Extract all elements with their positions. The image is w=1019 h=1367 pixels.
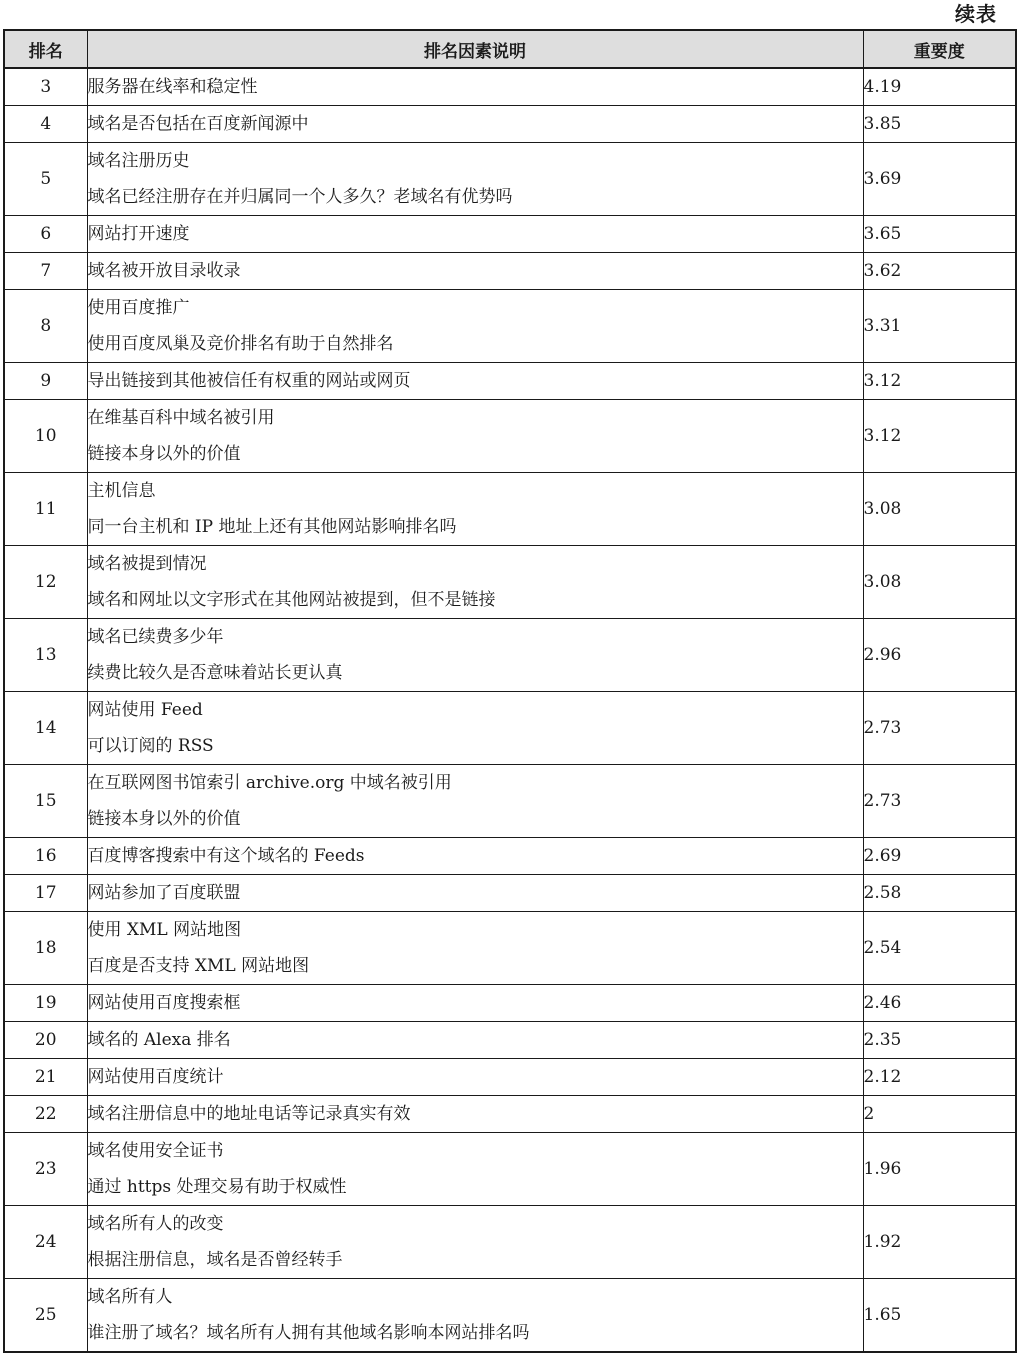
table-row xyxy=(4,765,1016,838)
factor-detail: 链接本身以外的价值 xyxy=(87,444,241,464)
factor-title: 服务器在线率和稳定性 xyxy=(87,77,258,97)
table-header-row xyxy=(4,30,1016,68)
importance-cell: 3.12 xyxy=(863,400,1016,473)
factor-detail: 续费比较久是否意味着站长更认真 xyxy=(87,663,343,683)
factor-detail: 根据注册信息，域名是否曾经转手 xyxy=(87,1250,343,1270)
factor-title: 在互联网图书馆索引 archive.org 中域名被引用 xyxy=(87,773,452,793)
factor-cell xyxy=(87,546,863,619)
rank-cell: 24 xyxy=(4,1206,87,1279)
importance-cell: 3.85 xyxy=(863,106,1016,143)
factor-title: 网站使用百度搜索框 xyxy=(87,993,241,1013)
factor-title: 在维基百科中域名被引用 xyxy=(87,408,275,428)
factor-cell xyxy=(87,1096,863,1133)
factor-detail: 百度是否支持 XML 网站地图 xyxy=(87,956,310,976)
factor-cell xyxy=(87,400,863,473)
table-row xyxy=(4,1096,1016,1133)
rank-cell: 17 xyxy=(4,875,87,912)
rank-cell: 13 xyxy=(4,619,87,692)
factor-cell xyxy=(87,290,863,363)
header-importance: 重要度 xyxy=(863,30,1016,68)
rank-cell: 18 xyxy=(4,912,87,985)
importance-cell: 4.19 xyxy=(863,68,1016,106)
table-row xyxy=(4,1133,1016,1206)
factor-cell xyxy=(87,1133,863,1206)
rank-cell: 11 xyxy=(4,473,87,546)
factor-title: 网站打开速度 xyxy=(87,224,190,244)
factor-cell xyxy=(87,106,863,143)
factor-title: 主机信息 xyxy=(87,481,156,501)
factor-cell xyxy=(87,473,863,546)
factor-title: 域名使用安全证书 xyxy=(87,1141,224,1161)
rank-cell: 5 xyxy=(4,143,87,216)
ranking-factors-table xyxy=(3,29,1017,1353)
factor-cell xyxy=(87,765,863,838)
factor-title: 导出链接到其他被信任有权重的网站或网页 xyxy=(87,371,411,391)
rank-cell: 7 xyxy=(4,253,87,290)
rank-cell: 22 xyxy=(4,1096,87,1133)
importance-cell: 1.65 xyxy=(863,1279,1016,1353)
table-row xyxy=(4,838,1016,875)
factor-title: 域名被开放目录收录 xyxy=(87,261,241,281)
table-body xyxy=(4,68,1016,1352)
table-row xyxy=(4,106,1016,143)
factor-detail: 域名和网址以文字形式在其他网站被提到，但不是链接 xyxy=(87,590,496,610)
factor-cell xyxy=(87,1059,863,1096)
importance-cell: 3.12 xyxy=(863,363,1016,400)
factor-cell xyxy=(87,838,863,875)
factor-cell xyxy=(87,143,863,216)
importance-cell: 3.65 xyxy=(863,216,1016,253)
rank-cell: 10 xyxy=(4,400,87,473)
header-factor: 排名因素说明 xyxy=(87,30,863,68)
table-row xyxy=(4,1022,1016,1059)
factor-cell xyxy=(87,619,863,692)
importance-cell: 2.35 xyxy=(863,1022,1016,1059)
importance-cell: 2.54 xyxy=(863,912,1016,985)
factor-cell xyxy=(87,216,863,253)
factor-detail: 可以订阅的 RSS xyxy=(87,736,214,756)
factor-detail: 链接本身以外的价值 xyxy=(87,809,241,829)
factor-title: 域名所有人 xyxy=(87,1287,173,1307)
table-row xyxy=(4,253,1016,290)
factor-title: 网站参加了百度联盟 xyxy=(87,883,241,903)
rank-cell: 3 xyxy=(4,68,87,106)
factor-title: 使用 XML 网站地图 xyxy=(87,920,242,940)
factor-title: 域名所有人的改变 xyxy=(87,1214,224,1234)
factor-title: 域名的 Alexa 排名 xyxy=(87,1030,231,1050)
table-row xyxy=(4,546,1016,619)
rank-cell: 12 xyxy=(4,546,87,619)
importance-cell: 3.08 xyxy=(863,473,1016,546)
importance-cell: 1.92 xyxy=(863,1206,1016,1279)
factor-cell xyxy=(87,875,863,912)
importance-cell: 2.12 xyxy=(863,1059,1016,1096)
table-row xyxy=(4,290,1016,363)
factor-detail: 使用百度凤巢及竞价排名有助于自然排名 xyxy=(87,334,394,354)
rank-cell: 14 xyxy=(4,692,87,765)
rank-cell: 21 xyxy=(4,1059,87,1096)
importance-cell: 2.96 xyxy=(863,619,1016,692)
table-row xyxy=(4,68,1016,106)
table-row xyxy=(4,363,1016,400)
factor-title: 域名注册信息中的地址电话等记录真实有效 xyxy=(87,1104,411,1124)
table-row xyxy=(4,692,1016,765)
factor-cell xyxy=(87,1022,863,1059)
factor-title: 百度博客搜索中有这个域名的 Feeds xyxy=(87,846,365,866)
factor-title: 域名是否包括在百度新闻源中 xyxy=(87,114,309,134)
table-row xyxy=(4,985,1016,1022)
importance-cell: 2.46 xyxy=(863,985,1016,1022)
table-row xyxy=(4,1059,1016,1096)
rank-cell: 6 xyxy=(4,216,87,253)
factor-detail: 通过 https 处理交易有助于权威性 xyxy=(87,1177,347,1197)
table-row xyxy=(4,473,1016,546)
table-row xyxy=(4,216,1016,253)
factor-title: 域名被提到情况 xyxy=(87,554,207,574)
importance-cell: 3.31 xyxy=(863,290,1016,363)
rank-cell: 19 xyxy=(4,985,87,1022)
importance-cell: 1.96 xyxy=(863,1133,1016,1206)
table-row xyxy=(4,1206,1016,1279)
table-row xyxy=(4,875,1016,912)
factor-detail: 同一台主机和 IP 地址上还有其他网站影响排名吗 xyxy=(87,517,457,537)
table-caption: 续表 xyxy=(955,2,997,26)
factor-cell xyxy=(87,1206,863,1279)
factor-title: 域名已续费多少年 xyxy=(87,627,224,647)
factor-title: 域名注册历史 xyxy=(87,151,190,171)
rank-cell: 9 xyxy=(4,363,87,400)
rank-cell: 4 xyxy=(4,106,87,143)
factor-detail: 谁注册了域名？域名所有人拥有其他域名影响本网站排名吗 xyxy=(87,1323,530,1343)
factor-detail: 域名已经注册存在并归属同一个人多久？老域名有优势吗 xyxy=(87,187,513,207)
importance-cell: 2 xyxy=(863,1096,1016,1133)
factor-title: 网站使用 Feed xyxy=(87,700,203,720)
factor-cell xyxy=(87,1279,863,1353)
importance-cell: 3.69 xyxy=(863,143,1016,216)
rank-cell: 16 xyxy=(4,838,87,875)
factor-title: 网站使用百度统计 xyxy=(87,1067,224,1087)
rank-cell: 8 xyxy=(4,290,87,363)
rank-cell: 25 xyxy=(4,1279,87,1353)
importance-cell: 2.73 xyxy=(863,692,1016,765)
rank-cell: 23 xyxy=(4,1133,87,1206)
factor-cell xyxy=(87,363,863,400)
rank-cell: 15 xyxy=(4,765,87,838)
importance-cell: 3.62 xyxy=(863,253,1016,290)
rank-cell: 20 xyxy=(4,1022,87,1059)
table-row xyxy=(4,912,1016,985)
importance-cell: 2.58 xyxy=(863,875,1016,912)
factor-title: 使用百度推广 xyxy=(87,298,190,318)
table-row xyxy=(4,1279,1016,1353)
factor-cell xyxy=(87,253,863,290)
factor-cell xyxy=(87,68,863,106)
importance-cell: 2.69 xyxy=(863,838,1016,875)
importance-cell: 2.73 xyxy=(863,765,1016,838)
table-row xyxy=(4,143,1016,216)
header-rank: 排名 xyxy=(4,30,87,68)
table-row xyxy=(4,619,1016,692)
table-row xyxy=(4,400,1016,473)
importance-cell: 3.08 xyxy=(863,546,1016,619)
factor-cell xyxy=(87,912,863,985)
factor-cell xyxy=(87,985,863,1022)
factor-cell xyxy=(87,692,863,765)
